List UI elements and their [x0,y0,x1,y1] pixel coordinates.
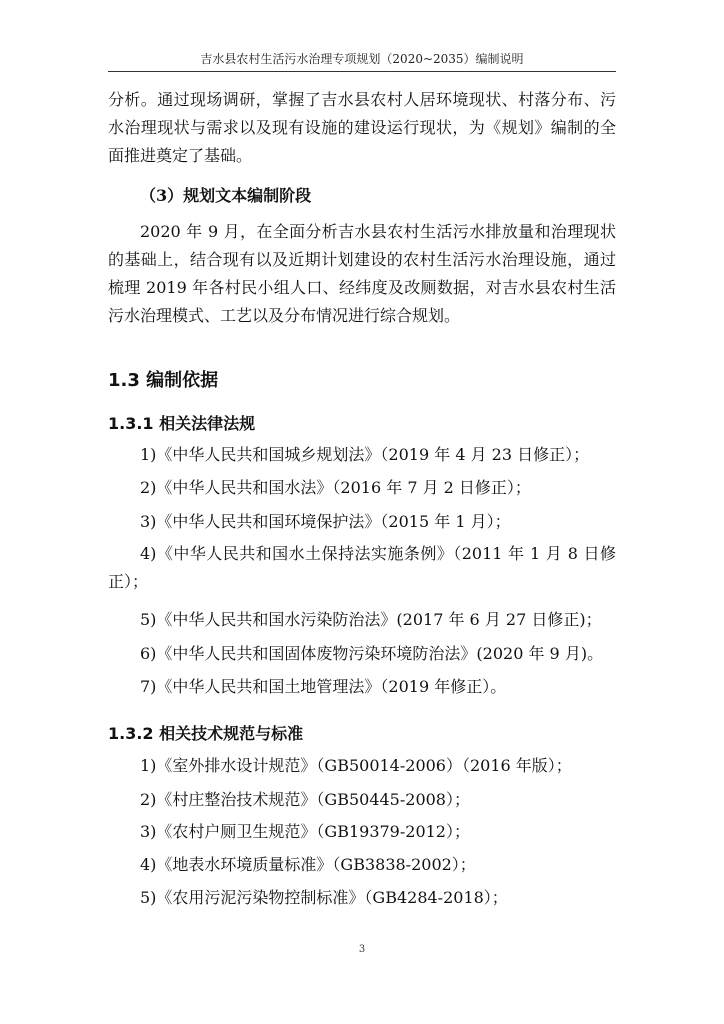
running-header: 吉水县农村生活污水治理专项规划（2020~2035）编制说明 [200,52,524,66]
stage-heading: （3）规划文本编制阶段 [140,186,312,205]
standard-list-item: 2)《村庄整治技术规范》（GB50445-2008）； [140,790,470,809]
subsection-heading-1-3-2: 1.3.2 相关技术规范与标准 [108,724,304,743]
page-number: 3 [358,944,366,955]
header-divider [108,71,616,72]
standard-list-item: 1)《室外排水设计规范》（GB50014-2006）（2016 年版）； [140,756,572,775]
law-list-item: 5)《中华人民共和国水污染防治法》(2017 年 6 月 27 日修正)； [140,610,602,629]
paragraph-text: 2020 年 9 月，在全面分析吉水县农村生活污水排放量和治理现状的基础上，结合现有以及近期计划建设的农村生活污水治理设施，通过梳理 2019 年各村民小组人口、经纬度及改厕数据，对吉水县农村生活污水治理模式、工艺以及分布情况进行综合规划。 [108,222,616,325]
section-heading-1-3: 1.3 编制依据 [108,370,219,391]
law-list-item: 4)《中华人民共和国水土保持法实施条例》（2011 年 1 月 8 日修正）； [108,544,616,591]
law-list-item: 7)《中华人民共和国土地管理法》（2019 年修正）。 [140,677,507,696]
paragraph-text: 分析。通过现场调研，掌握了吉水县农村人居环境现状、村落分布、污水治理现状与需求以及现有设施的建设运行现状，为《规划》编制的全面推进奠定了基础。 [108,90,616,165]
standard-list-item: 4)《地表水环境质量标准》（GB3838-2002）； [140,855,476,874]
law-list-item: 1)《中华人民共和国城乡规划法》（2019 年 4 月 23 日修正）； [140,445,590,464]
law-list-item: 2)《中华人民共和国水法》（2016 年 7 月 2 日修正）； [140,478,531,497]
standard-list-item: 5)《农用污泥污染物控制标准》（GB4284-2018）； [140,888,508,907]
standard-list-item: 3)《农村户厕卫生规范》（GB19379-2012）； [140,822,470,841]
subsection-heading-1-3-1: 1.3.1 相关法律法规 [108,414,256,433]
intro-paragraph-1 [108,86,616,170]
law-list-item: 6)《中华人民共和国固体废物污染环境防治法》(2020 年 9 月)。 [140,644,604,663]
intro-paragraph-2 [108,218,616,330]
law-list-item: 3)《中华人民共和国环境保护法》（2015 年 1 月）； [140,512,511,531]
